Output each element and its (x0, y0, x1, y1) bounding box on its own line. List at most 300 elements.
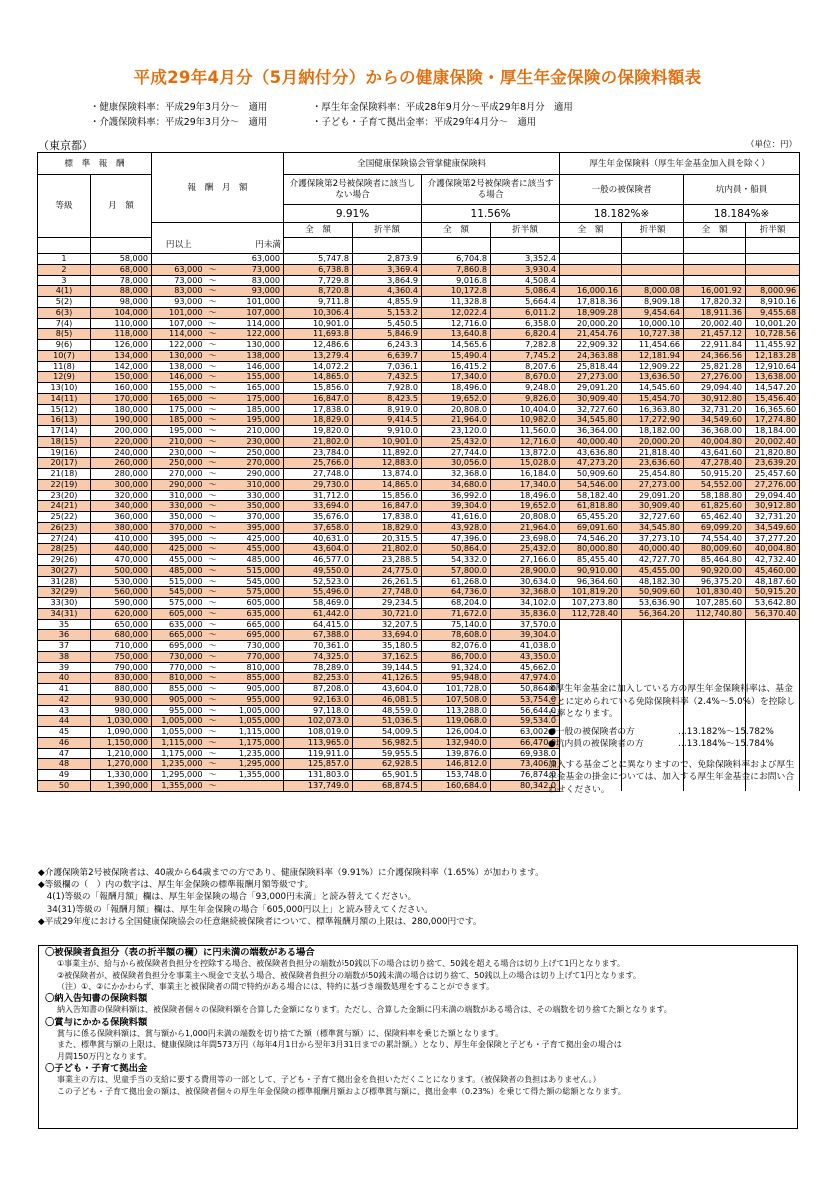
grade-cell: 50 (38, 780, 91, 791)
empty-cell (746, 641, 800, 652)
range-high-cell: 515,000 (218, 565, 284, 576)
health-full-cell: 61,442.0 (284, 608, 353, 619)
table-row (38, 522, 800, 533)
pension-miner-half-cell: 25,457.60 (746, 469, 800, 480)
table-row (38, 329, 800, 340)
grade-cell: 39 (38, 662, 91, 673)
note-text: 賞与に係る保険料額は、賞与額から1,000円未満の端数を切り捨てた額（標準賞与額）に、保険料率を乗じた額となります。 (57, 1029, 504, 1039)
range-low-cell: 1,055,000 (152, 727, 206, 738)
health-full-cell: 15,856.0 (284, 383, 353, 394)
pension-miner-half-cell: 32,731.20 (746, 512, 800, 523)
range-high-cell: 1,295,000 (218, 759, 284, 770)
health-full-cell: 16,847.0 (284, 393, 353, 404)
empty-cell (746, 630, 800, 641)
pension-miner-half-cell: 8,000.96 (746, 286, 800, 297)
grade-cell: 42 (38, 694, 91, 705)
grade-cell: 40 (38, 673, 91, 684)
range-sep-cell: ～ (206, 426, 218, 437)
pension-miner-full-cell: 34,549.60 (684, 415, 746, 426)
monthly-cell: 160,000 (91, 383, 152, 394)
table-row (38, 673, 800, 684)
care-half-cell: 5,664.4 (491, 297, 560, 308)
care-full-cell: 6,704.8 (422, 254, 491, 265)
note-item-label: ●坑内員の被保険者の方 (548, 739, 644, 749)
note-text: ①事業主が、給与から被保険者負担分を控除する場合、被保険者負担分の端数が50銭以下の場合は切り捨て、50銭を超える場合は切り上げて1円となります。 (57, 959, 625, 969)
table-row (38, 275, 800, 286)
care-full-cell: 30,056.0 (422, 458, 491, 469)
range-low-cell: 1,175,000 (152, 748, 206, 759)
table-row (38, 544, 800, 555)
empty-cell (746, 619, 800, 630)
pension-general-full-cell: 80,000.80 (560, 544, 622, 555)
table-row (38, 587, 800, 598)
pension-general-half-cell: 8,909.18 (622, 297, 684, 308)
range-high-cell: 730,000 (218, 641, 284, 652)
care-full-cell: 95,948.0 (422, 673, 491, 684)
pension-miner-half-cell: 10,728.56 (746, 329, 800, 340)
note-heading: 〇被保険者負担分（表の折半額の欄）に円未満の端数がある場合 (45, 947, 315, 958)
health-full-cell: 74,325.0 (284, 651, 353, 662)
health-half-cell: 9,910.0 (353, 426, 422, 437)
pension-miner-full-cell: 74,554.40 (684, 533, 746, 544)
health-full-cell: 40,631.0 (284, 533, 353, 544)
range-sep-cell: ～ (206, 587, 218, 598)
grade-cell: 44 (38, 716, 91, 727)
health-half-cell: 12,883.0 (353, 458, 422, 469)
grade-cell: 6(3) (38, 307, 91, 318)
pension-miner-full-cell: 43,641.60 (684, 447, 746, 458)
monthly-cell: 590,000 (91, 598, 152, 609)
health-half-cell: 56,982.5 (353, 737, 422, 748)
grade-cell: 41 (38, 684, 91, 695)
care-full-cell: 107,508.0 (422, 694, 491, 705)
pension-general-half-cell: 23,636.60 (622, 458, 684, 469)
health-full-cell: 97,118.0 (284, 705, 353, 716)
monthly-cell: 320,000 (91, 490, 152, 501)
pension-miner-half-cell: 10,001.20 (746, 318, 800, 329)
pension-miner-full-cell: 18,911.36 (684, 307, 746, 318)
range-low-cell: 810,000 (152, 673, 206, 684)
health-half-cell: 39,144.5 (353, 662, 422, 673)
pension-miner-full-cell: 24,366.56 (684, 350, 746, 361)
range-low-cell: 210,000 (152, 436, 206, 447)
care-half-cell: 3,352.4 (491, 254, 560, 265)
range-sep-cell: ～ (206, 350, 218, 361)
range-sep-cell: ～ (206, 436, 218, 447)
care-half-cell: 76,874.0 (491, 770, 560, 781)
pension-general-half-cell: 53,636.90 (622, 598, 684, 609)
pension-general-half-cell (622, 254, 684, 265)
pension-general-half-cell: 56,364.20 (622, 608, 684, 619)
note-item-value: …13.182%～15.782% (678, 726, 774, 737)
rate-miner: 18.184%※ (684, 205, 800, 223)
pension-general-half-cell: 50,909.60 (622, 587, 684, 598)
monthly-cell: 126,000 (91, 340, 152, 351)
table-row (38, 404, 800, 415)
pension-general-half-cell: 15,454.70 (622, 393, 684, 404)
health-full-cell: 43,604.0 (284, 544, 353, 555)
care-full-cell: 12,022.4 (422, 307, 491, 318)
health-full-cell: 29,730.0 (284, 479, 353, 490)
range-high-cell: 855,000 (218, 673, 284, 684)
care-full-cell: 43,928.0 (422, 522, 491, 533)
health-full-cell: 35,676.0 (284, 512, 353, 523)
grade-cell: 34(31) (38, 608, 91, 619)
pension-miner-full-cell: 54,552.00 (684, 479, 746, 490)
rate-info (90, 100, 573, 130)
pension-miner-half-cell: 15,456.40 (746, 393, 800, 404)
table-row (38, 297, 800, 308)
pension-general-full-cell: 74,546.20 (560, 533, 622, 544)
health-half-cell: 23,288.5 (353, 555, 422, 566)
pension-miner-half-cell: 56,370.40 (746, 608, 800, 619)
health-half-cell: 20,315.5 (353, 533, 422, 544)
grade-cell: 27(24) (38, 533, 91, 544)
range-high-cell: 290,000 (218, 469, 284, 480)
pension-general-full-cell: 65,455.20 (560, 512, 622, 523)
range-high-cell: 63,000 (218, 254, 284, 265)
pension-general-half-cell: 29,091.20 (622, 490, 684, 501)
health-full-cell: 49,550.0 (284, 565, 353, 576)
pension-miner-half-cell: 42,732.40 (746, 555, 800, 566)
note-heading: 〇子ども・子育て拠出金 (45, 1062, 148, 1074)
pension-miner-full-cell: 58,188.80 (684, 490, 746, 501)
range-high-cell: 250,000 (218, 447, 284, 458)
health-full-cell: 9,711.8 (284, 297, 353, 308)
grade-cell: 11(8) (38, 361, 91, 372)
empty-cell (684, 630, 746, 641)
health-half-cell: 10,901.0 (353, 436, 422, 447)
health-full-cell: 37,658.0 (284, 522, 353, 533)
grade-cell: 32(29) (38, 587, 91, 598)
range-low-cell: 101,000 (152, 307, 206, 318)
care-half-cell: 6,011.2 (491, 307, 560, 318)
empty-cell (622, 619, 684, 630)
range-sep-cell: ～ (206, 684, 218, 695)
care-half-cell: 6,358.0 (491, 318, 560, 329)
health-half-cell: 37,162.5 (353, 651, 422, 662)
table-row (38, 350, 800, 361)
range-low-cell: 1,355,000 (152, 780, 206, 791)
care-half-cell: 20,808.0 (491, 512, 560, 523)
range-high-cell: 230,000 (218, 436, 284, 447)
health-half-cell: 62,928.5 (353, 759, 422, 770)
pension-miner-half-cell: 27,276.00 (746, 479, 800, 490)
health-rate-date: ・健康保険料率：平成29年3月分～ 適用 (90, 102, 268, 113)
pension-general-half-cell: 42,727.70 (622, 555, 684, 566)
grade-cell: 1 (38, 254, 91, 265)
care-half-cell: 10,982.0 (491, 415, 560, 426)
range-high-cell: 1,355,000 (218, 770, 284, 781)
health-half-cell: 4,360.4 (353, 286, 422, 297)
range-low-cell: 635,000 (152, 619, 206, 630)
pension-general-half-cell: 11,454.66 (622, 340, 684, 351)
monthly-cell: 1,090,000 (91, 727, 152, 738)
health-half-cell: 7,928.0 (353, 383, 422, 394)
pension-general-half-cell: 37,273.10 (622, 533, 684, 544)
health-half-cell: 14,865.0 (353, 479, 422, 490)
region-label: （東京都） (38, 139, 93, 152)
health-full-cell: 10,306.4 (284, 307, 353, 318)
range-sep-cell: ～ (206, 264, 218, 275)
table-row (38, 641, 800, 652)
health-full-cell: 18,829.0 (284, 415, 353, 426)
grade-cell: 31(28) (38, 576, 91, 587)
health-full-cell: 55,496.0 (284, 587, 353, 598)
empty-cell (622, 651, 684, 662)
range-sep-cell: ～ (206, 716, 218, 727)
grade-cell: 47 (38, 748, 91, 759)
pension-general-half-cell (622, 275, 684, 286)
care-full-cell: 19,652.0 (422, 393, 491, 404)
range-low-cell: 1,295,000 (152, 770, 206, 781)
pension-general-full-cell: 101,819.20 (560, 587, 622, 598)
pension-miner-full-cell: 29,094.40 (684, 383, 746, 394)
health-full-cell: 46,577.0 (284, 555, 353, 566)
care-half-cell: 8,207.6 (491, 361, 560, 372)
care-half-cell: 39,304.0 (491, 630, 560, 641)
care-full-cell: 160,684.0 (422, 780, 491, 791)
pension-miner-full-cell: 30,912.80 (684, 393, 746, 404)
pension-miner-half-cell: 48,187.60 (746, 576, 800, 587)
health-half-cell: 2,873.9 (353, 254, 422, 265)
care-full-cell: 12,716.0 (422, 318, 491, 329)
range-sep-cell: ～ (206, 673, 218, 684)
range-high-cell: 146,000 (218, 361, 284, 372)
care-half-cell: 19,652.0 (491, 501, 560, 512)
full-header: 全 額 (284, 223, 353, 238)
care-full-cell: 75,140.0 (422, 619, 491, 630)
pension-miner-half-cell: 40,004.80 (746, 544, 800, 555)
range-low-cell: 155,000 (152, 383, 206, 394)
range-low-cell: 270,000 (152, 469, 206, 480)
monthly-cell: 560,000 (91, 587, 152, 598)
health-full-cell: 108,019.0 (284, 727, 353, 738)
range-low-cell: 107,000 (152, 318, 206, 329)
table-row (38, 630, 800, 641)
health-full-cell: 11,693.8 (284, 329, 353, 340)
pension-miner-half-cell: 21,820.80 (746, 447, 800, 458)
range-sep-cell: ～ (206, 651, 218, 662)
health-full-cell: 87,208.0 (284, 684, 353, 695)
range-high-cell: 1,115,000 (218, 727, 284, 738)
monthly-cell: 340,000 (91, 501, 152, 512)
pension-miner-full-cell: 107,285.60 (684, 598, 746, 609)
empty-cell (560, 641, 622, 652)
monthly-cell: 1,150,000 (91, 737, 152, 748)
care-full-cell: 27,744.0 (422, 447, 491, 458)
miner-header: 坑内員・船員 (684, 175, 800, 205)
pension-miner-full-cell: 112,740.80 (684, 608, 746, 619)
range-high-cell: 485,000 (218, 555, 284, 566)
health-full-cell: 125,857.0 (284, 759, 353, 770)
range-high-cell: 122,000 (218, 329, 284, 340)
table-row (38, 555, 800, 566)
health-half-cell: 32,207.5 (353, 619, 422, 630)
empty-cell (560, 630, 622, 641)
pension-miner-half-cell: 37,277.20 (746, 533, 800, 544)
pension-miner-half-cell: 30,912.80 (746, 501, 800, 512)
health-full-cell: 27,748.0 (284, 469, 353, 480)
health-full-cell: 131,803.0 (284, 770, 353, 781)
pension-miner-half-cell (746, 264, 800, 275)
monthly-cell: 1,390,000 (91, 780, 152, 791)
range-sep-cell: ～ (206, 329, 218, 340)
care-half-cell: 11,560.0 (491, 426, 560, 437)
monthly-header: 月 額 (91, 175, 152, 238)
monthly-cell: 220,000 (91, 436, 152, 447)
notes-box (38, 945, 798, 1129)
care-full-cell: 17,340.0 (422, 372, 491, 383)
health-half-cell: 5,153.2 (353, 307, 422, 318)
pension-miner-full-cell: 21,457.12 (684, 329, 746, 340)
health-half-cell: 18,829.0 (353, 522, 422, 533)
pension-miner-half-cell: 34,549.60 (746, 522, 800, 533)
empty-cell (684, 673, 746, 684)
range-sep-cell: ～ (206, 458, 218, 469)
range-high-cell: 770,000 (218, 651, 284, 662)
monthly-cell: 830,000 (91, 673, 152, 684)
health-full-cell: 31,712.0 (284, 490, 353, 501)
pension-header: 厚生年金保険料（厚生年金基金加入員を除く） (560, 153, 800, 175)
range-high-cell: 905,000 (218, 684, 284, 695)
monthly-cell: 118,000 (91, 329, 152, 340)
monthly-cell: 300,000 (91, 479, 152, 490)
health-half-cell: 8,919.0 (353, 404, 422, 415)
range-high-cell: 73,000 (218, 264, 284, 275)
range-low-cell: 1,005,000 (152, 716, 206, 727)
pension-miner-full-cell (684, 264, 746, 275)
pension-general-full-cell: 107,273.80 (560, 598, 622, 609)
table-row (38, 372, 800, 383)
range-sep-cell: ～ (206, 469, 218, 480)
pension-general-half-cell: 21,818.40 (622, 447, 684, 458)
pension-general-full-cell (560, 275, 622, 286)
range-sep-cell: ～ (206, 619, 218, 630)
health-half-cell: 35,180.5 (353, 641, 422, 652)
range-high-cell: 175,000 (218, 393, 284, 404)
pension-miner-full-cell: 22,911.84 (684, 340, 746, 351)
health-full-cell: 17,838.0 (284, 404, 353, 415)
care-half-cell: 18,496.0 (491, 490, 560, 501)
health-full-cell: 92,163.0 (284, 694, 353, 705)
grade-cell: 48 (38, 759, 91, 770)
health-half-cell: 43,604.0 (353, 684, 422, 695)
table-row (38, 361, 800, 372)
pension-general-half-cell (622, 264, 684, 275)
health-half-cell: 59,955.5 (353, 748, 422, 759)
range-sep-cell: ～ (206, 598, 218, 609)
grade-cell: 37 (38, 641, 91, 652)
half-header: 折半額 (353, 223, 422, 238)
monthly-cell: 142,000 (91, 361, 152, 372)
empty-cell (746, 662, 800, 673)
pension-miner-full-cell (684, 275, 746, 286)
table-row (38, 383, 800, 394)
range-low-cell: 605,000 (152, 608, 206, 619)
monthly-cell: 280,000 (91, 469, 152, 480)
health-full-cell: 12,486.6 (284, 340, 353, 351)
monthly-cell: 500,000 (91, 565, 152, 576)
range-low-cell: 855,000 (152, 684, 206, 695)
monthly-cell: 78,000 (91, 275, 152, 286)
range-low-cell: 955,000 (152, 705, 206, 716)
range-low-cell: 310,000 (152, 490, 206, 501)
care-half-cell: 27,166.0 (491, 555, 560, 566)
range-high-cell: 1,005,000 (218, 705, 284, 716)
range-sep-cell: ～ (206, 555, 218, 566)
range-low-cell: 330,000 (152, 501, 206, 512)
pension-general-full-cell: 16,000.16 (560, 286, 622, 297)
care-full-cell: 126,004.0 (422, 727, 491, 738)
full-header: 全 額 (422, 223, 491, 238)
range-low-cell: 122,000 (152, 340, 206, 351)
care-full-cell: 101,728.0 (422, 684, 491, 695)
childcare-rate-date: ・子ども・子育て拠出金率：平成29年4月分～ 適用 (312, 117, 537, 128)
footnote: 4(1)等級の「報酬月額」欄は、厚生年金保険の場合「93,000円未満」と読み替えてください。 (38, 892, 417, 903)
pension-miner-full-cell: 20,002.40 (684, 318, 746, 329)
monthly-cell: 1,210,000 (91, 748, 152, 759)
range-high-cell: 810,000 (218, 662, 284, 673)
care-full-cell: 50,864.0 (422, 544, 491, 555)
range-low-cell: 138,000 (152, 361, 206, 372)
range-high-cell: 310,000 (218, 479, 284, 490)
rate-care: 11.56% (422, 205, 560, 223)
table-row (38, 512, 800, 523)
monthly-cell: 710,000 (91, 641, 152, 652)
care-half-cell: 37,570.0 (491, 619, 560, 630)
table-row (38, 469, 800, 480)
health-half-cell: 54,009.5 (353, 727, 422, 738)
pension-miner-full-cell: 25,821.28 (684, 361, 746, 372)
range-sep-cell: ～ (206, 533, 218, 544)
grade-cell: 38 (38, 651, 91, 662)
pension-miner-full-cell (684, 254, 746, 265)
range-low-cell (152, 254, 206, 265)
pension-miner-full-cell: 27,276.00 (684, 372, 746, 383)
half-header: 折半額 (622, 223, 684, 238)
table-row (38, 598, 800, 609)
empty-cell (560, 619, 622, 630)
pension-miner-half-cell: 20,002.40 (746, 436, 800, 447)
range-sep-cell: ～ (206, 759, 218, 770)
range-high-cell: 425,000 (218, 533, 284, 544)
pension-general-half-cell: 25,454.80 (622, 469, 684, 480)
empty-cell (622, 662, 684, 673)
pension-general-half-cell: 40,000.40 (622, 544, 684, 555)
table-row (38, 619, 800, 630)
health-full-cell: 14,865.0 (284, 372, 353, 383)
range-high-cell: 575,000 (218, 587, 284, 598)
range-sep-cell: ～ (206, 415, 218, 426)
pension-general-half-cell: 48,182.30 (622, 576, 684, 587)
monthly-cell: 104,000 (91, 307, 152, 318)
health-half-cell: 17,838.0 (353, 512, 422, 523)
health-full-cell: 5,747.8 (284, 254, 353, 265)
pension-miner-full-cell: 61,825.60 (684, 501, 746, 512)
note-item-value: …13.184%～15.784% (678, 739, 774, 749)
full-header: 全 額 (684, 223, 746, 238)
monthly-cell: 150,000 (91, 372, 152, 383)
pension-general-full-cell: 34,545.80 (560, 415, 622, 426)
pension-miner-full-cell: 80,009.60 (684, 544, 746, 555)
grade-cell: 19(16) (38, 447, 91, 458)
monthly-cell: 170,000 (91, 393, 152, 404)
range-sep-cell: ～ (206, 748, 218, 759)
pension-general-full-cell: 58,182.40 (560, 490, 622, 501)
range-sep-cell: ～ (206, 544, 218, 555)
pension-miner-full-cell: 90,920.00 (684, 565, 746, 576)
